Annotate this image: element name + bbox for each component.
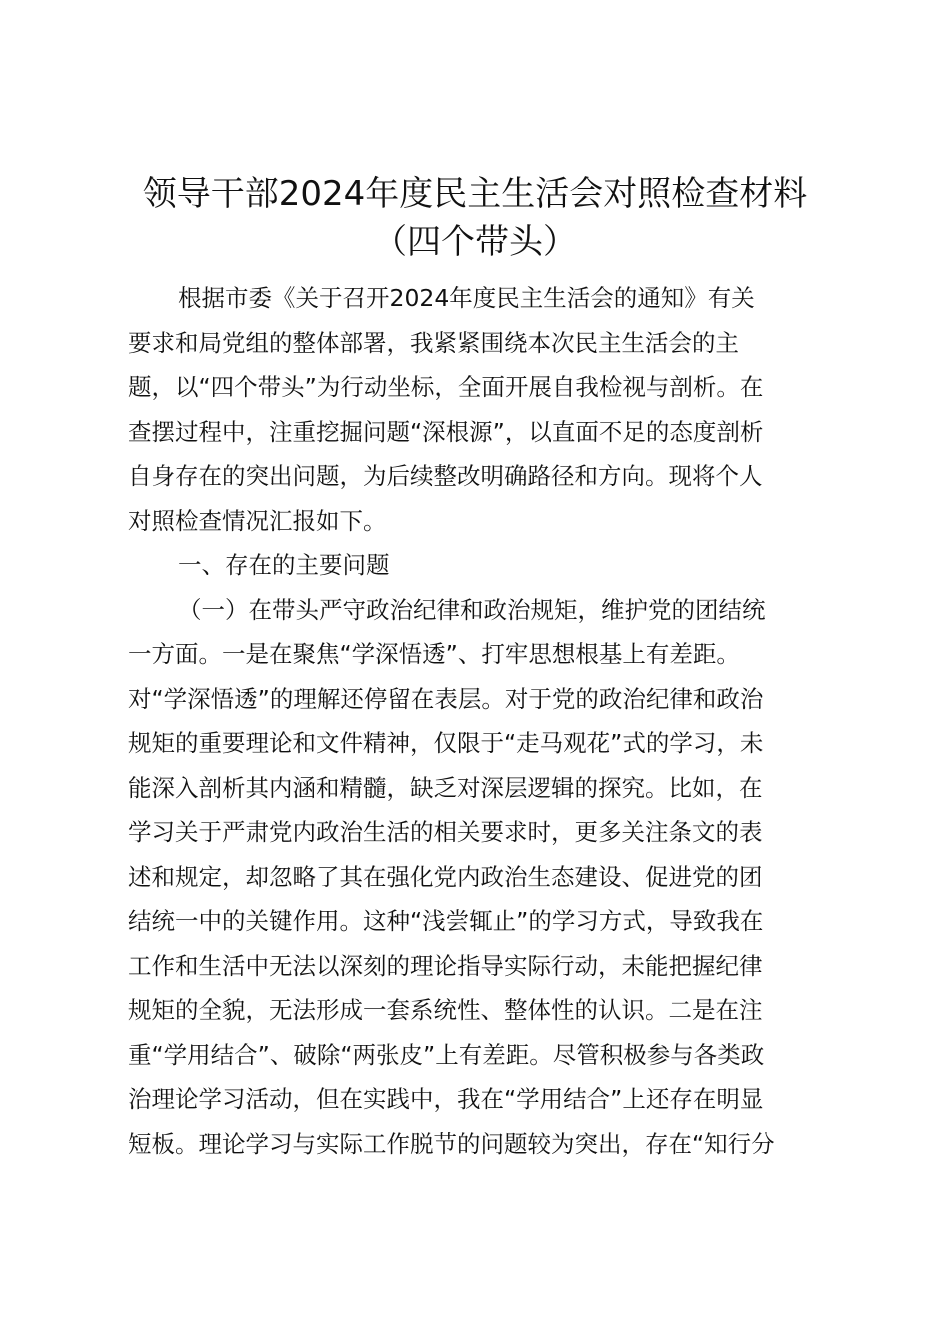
- paragraph-intro-line: 要求和局党组的整体部署，我紧紧围绕本次民主生活会的主: [128, 328, 739, 357]
- paragraph-intro-line: 题，以“四个带头”为行动坐标，全面开展自我检视与剖析。在: [128, 373, 764, 401]
- paragraph-line: 述和规定，却忽略了其在强化党内政治生态建设、促进党的团: [128, 862, 763, 891]
- paragraph-line: 能深入剖析其内涵和精髓，缺乏对深层逻辑的探究。比如，在: [128, 773, 763, 802]
- paragraph-line: 重“学用结合”、破除“两张皮”上有差距。尽管积极参与各类政: [128, 1040, 765, 1069]
- paragraph-intro-line: 查摆过程中，注重挖掘问题“深根源”，以直面不足的态度剖析: [128, 417, 764, 446]
- paragraph-intro-line: 对照检查情况汇报如下。: [128, 506, 387, 535]
- document-title: [100, 170, 850, 266]
- paragraph-line: 结统一中的关键作用。这种“浅尝辄止”的学习方式，导致我在: [128, 907, 764, 935]
- paragraph-line: 规矩的重要理论和文件精神，仅限于“走马观花”式的学习，未: [128, 729, 764, 757]
- paragraph-line: 一方面。一是在聚焦“学深悟透”、打牢思想根基上有差距。: [128, 640, 740, 668]
- paragraph-line: 规矩的全貌，无法形成一套系统性、整体性的认识。二是在注: [128, 996, 763, 1024]
- paragraph-line: 工作和生活中无法以深刻的理论指导实际行动，未能把握纪律: [128, 951, 763, 980]
- paragraph-line: 对“学深悟透”的理解还停留在表层。对于党的政治纪律和政治: [128, 684, 764, 713]
- paragraph-intro-line: 自身存在的突出问题，为后续整改明确路径和方向。现将个人: [128, 462, 763, 490]
- paragraph-line: 学习关于严肃党内政治生活的相关要求时，更多关注条文的表: [128, 818, 763, 846]
- paragraph-line: （一）在带头严守政治纪律和政治规矩，维护党的团结统: [178, 595, 766, 624]
- section-heading: 一、存在的主要问题: [178, 551, 390, 579]
- paragraph-intro-line: 根据市委《关于召开2024年度民主生活会的通知》有关: [178, 284, 755, 312]
- paragraph-line: 短板。理论学习与实际工作脱节的问题较为突出，存在“知行分: [128, 1129, 775, 1158]
- paragraph-line: 治理论学习活动，但在实践中，我在“学用结合”上还存在明显: [128, 1085, 764, 1113]
- document-body: [128, 276, 822, 1166]
- subtitle-line: （四个带头）: [373, 222, 577, 262]
- title-line: 领导干部2024年度民主生活会对照检查材料: [142, 174, 808, 214]
